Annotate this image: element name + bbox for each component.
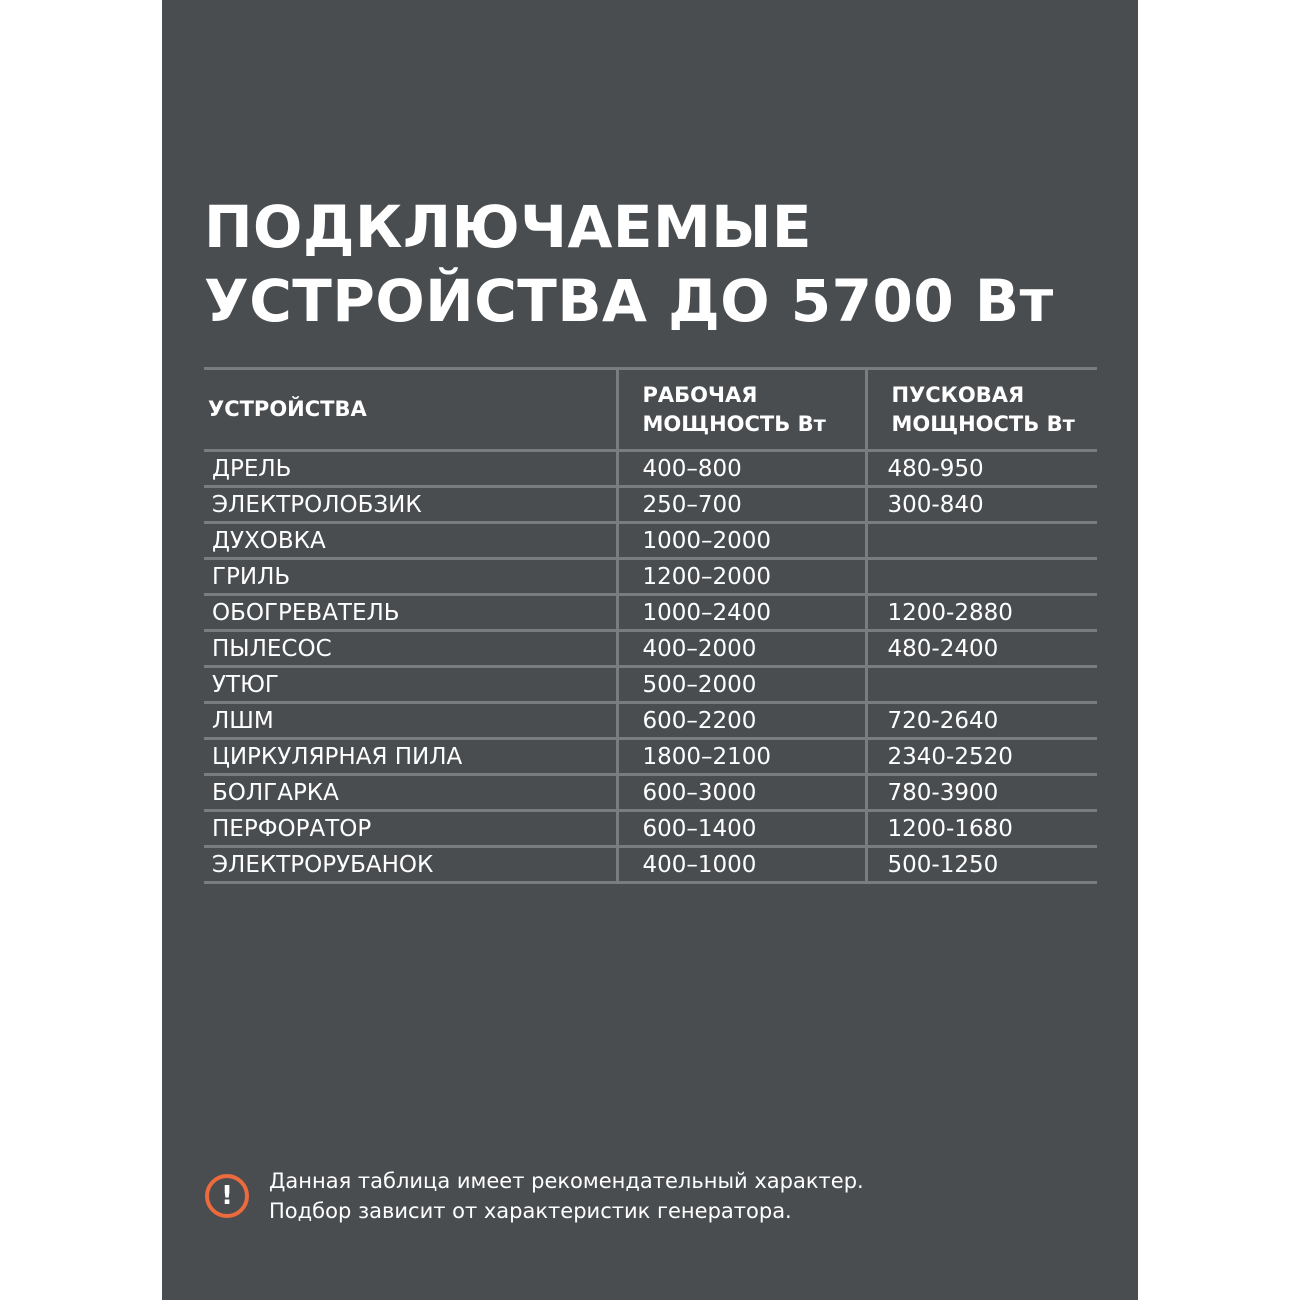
working-power-cell: 400–1000 <box>617 847 866 883</box>
exclamation-circle-icon: ! <box>205 1174 249 1218</box>
disclaimer-note <box>205 1166 864 1226</box>
starting-power-cell: 1200-2880 <box>866 595 1097 631</box>
table-row <box>204 739 1097 775</box>
table-row <box>204 703 1097 739</box>
header-devices-label: УСТРОЙСТВА <box>208 397 367 421</box>
working-power-cell: 600–1400 <box>617 811 866 847</box>
working-power-cell: 600–2200 <box>617 703 866 739</box>
table-row <box>204 559 1097 595</box>
starting-power-cell: 720-2640 <box>866 703 1097 739</box>
header-working-line-1: РАБОЧАЯ <box>642 382 758 407</box>
header-starting-line-1: ПУСКОВАЯ <box>891 382 1025 407</box>
table-header-row <box>204 369 1097 451</box>
device-cell: БОЛГАРКА <box>204 775 617 811</box>
header-working-power <box>617 369 866 451</box>
device-cell: ДРЕЛЬ <box>204 451 617 487</box>
header-working-line-2: МОЩНОСТЬ Вт <box>642 411 826 436</box>
starting-power-cell: 480-950 <box>866 451 1097 487</box>
header-starting-line-2: МОЩНОСТЬ Вт <box>891 411 1075 436</box>
starting-power-cell <box>866 667 1097 703</box>
device-cell: ПЕРФОРАТОР <box>204 811 617 847</box>
title-line-2: УСТРОЙСТВА ДО 5700 Вт <box>204 267 1054 335</box>
table-row <box>204 667 1097 703</box>
starting-power-cell: 1200-1680 <box>866 811 1097 847</box>
table-row <box>204 487 1097 523</box>
device-cell: УТЮГ <box>204 667 617 703</box>
header-starting-power <box>866 369 1097 451</box>
working-power-cell: 500–2000 <box>617 667 866 703</box>
disclaimer-text <box>269 1166 864 1226</box>
device-cell: ПЫЛЕСОС <box>204 631 617 667</box>
starting-power-cell: 500-1250 <box>866 847 1097 883</box>
table-row <box>204 451 1097 487</box>
starting-power-cell: 480-2400 <box>866 631 1097 667</box>
device-cell: ЦИРКУЛЯРНАЯ ПИЛА <box>204 739 617 775</box>
table-row <box>204 523 1097 559</box>
device-cell: ГРИЛЬ <box>204 559 617 595</box>
working-power-cell: 1800–2100 <box>617 739 866 775</box>
starting-power-cell <box>866 523 1097 559</box>
starting-power-cell: 2340-2520 <box>866 739 1097 775</box>
device-cell: ЛШМ <box>204 703 617 739</box>
table-row <box>204 811 1097 847</box>
working-power-cell: 1000–2400 <box>617 595 866 631</box>
table-row <box>204 631 1097 667</box>
working-power-cell: 400–2000 <box>617 631 866 667</box>
working-power-cell: 1000–2000 <box>617 523 866 559</box>
device-cell: ДУХОВКА <box>204 523 617 559</box>
disclaimer-line-2: Подбор зависит от характеристик генератора. <box>269 1199 792 1223</box>
table-row <box>204 595 1097 631</box>
starting-power-cell <box>866 559 1097 595</box>
page-title <box>204 190 1054 338</box>
disclaimer-line-1: Данная таблица имеет рекомендательный характер. <box>269 1169 864 1193</box>
table-body <box>204 451 1097 883</box>
header-devices <box>204 369 617 451</box>
power-table <box>204 367 1097 884</box>
working-power-cell: 600–3000 <box>617 775 866 811</box>
device-cell: ОБОГРЕВАТЕЛЬ <box>204 595 617 631</box>
working-power-cell: 1200–2000 <box>617 559 866 595</box>
device-cell: ЭЛЕКТРОЛОБЗИК <box>204 487 617 523</box>
table-row <box>204 847 1097 883</box>
device-cell: ЭЛЕКТРОРУБАНОК <box>204 847 617 883</box>
starting-power-cell: 300-840 <box>866 487 1097 523</box>
starting-power-cell: 780-3900 <box>866 775 1097 811</box>
table-row <box>204 775 1097 811</box>
info-card <box>162 0 1138 1300</box>
working-power-cell: 400–800 <box>617 451 866 487</box>
working-power-cell: 250–700 <box>617 487 866 523</box>
title-line-1: ПОДКЛЮЧАЕМЫЕ <box>204 193 812 261</box>
